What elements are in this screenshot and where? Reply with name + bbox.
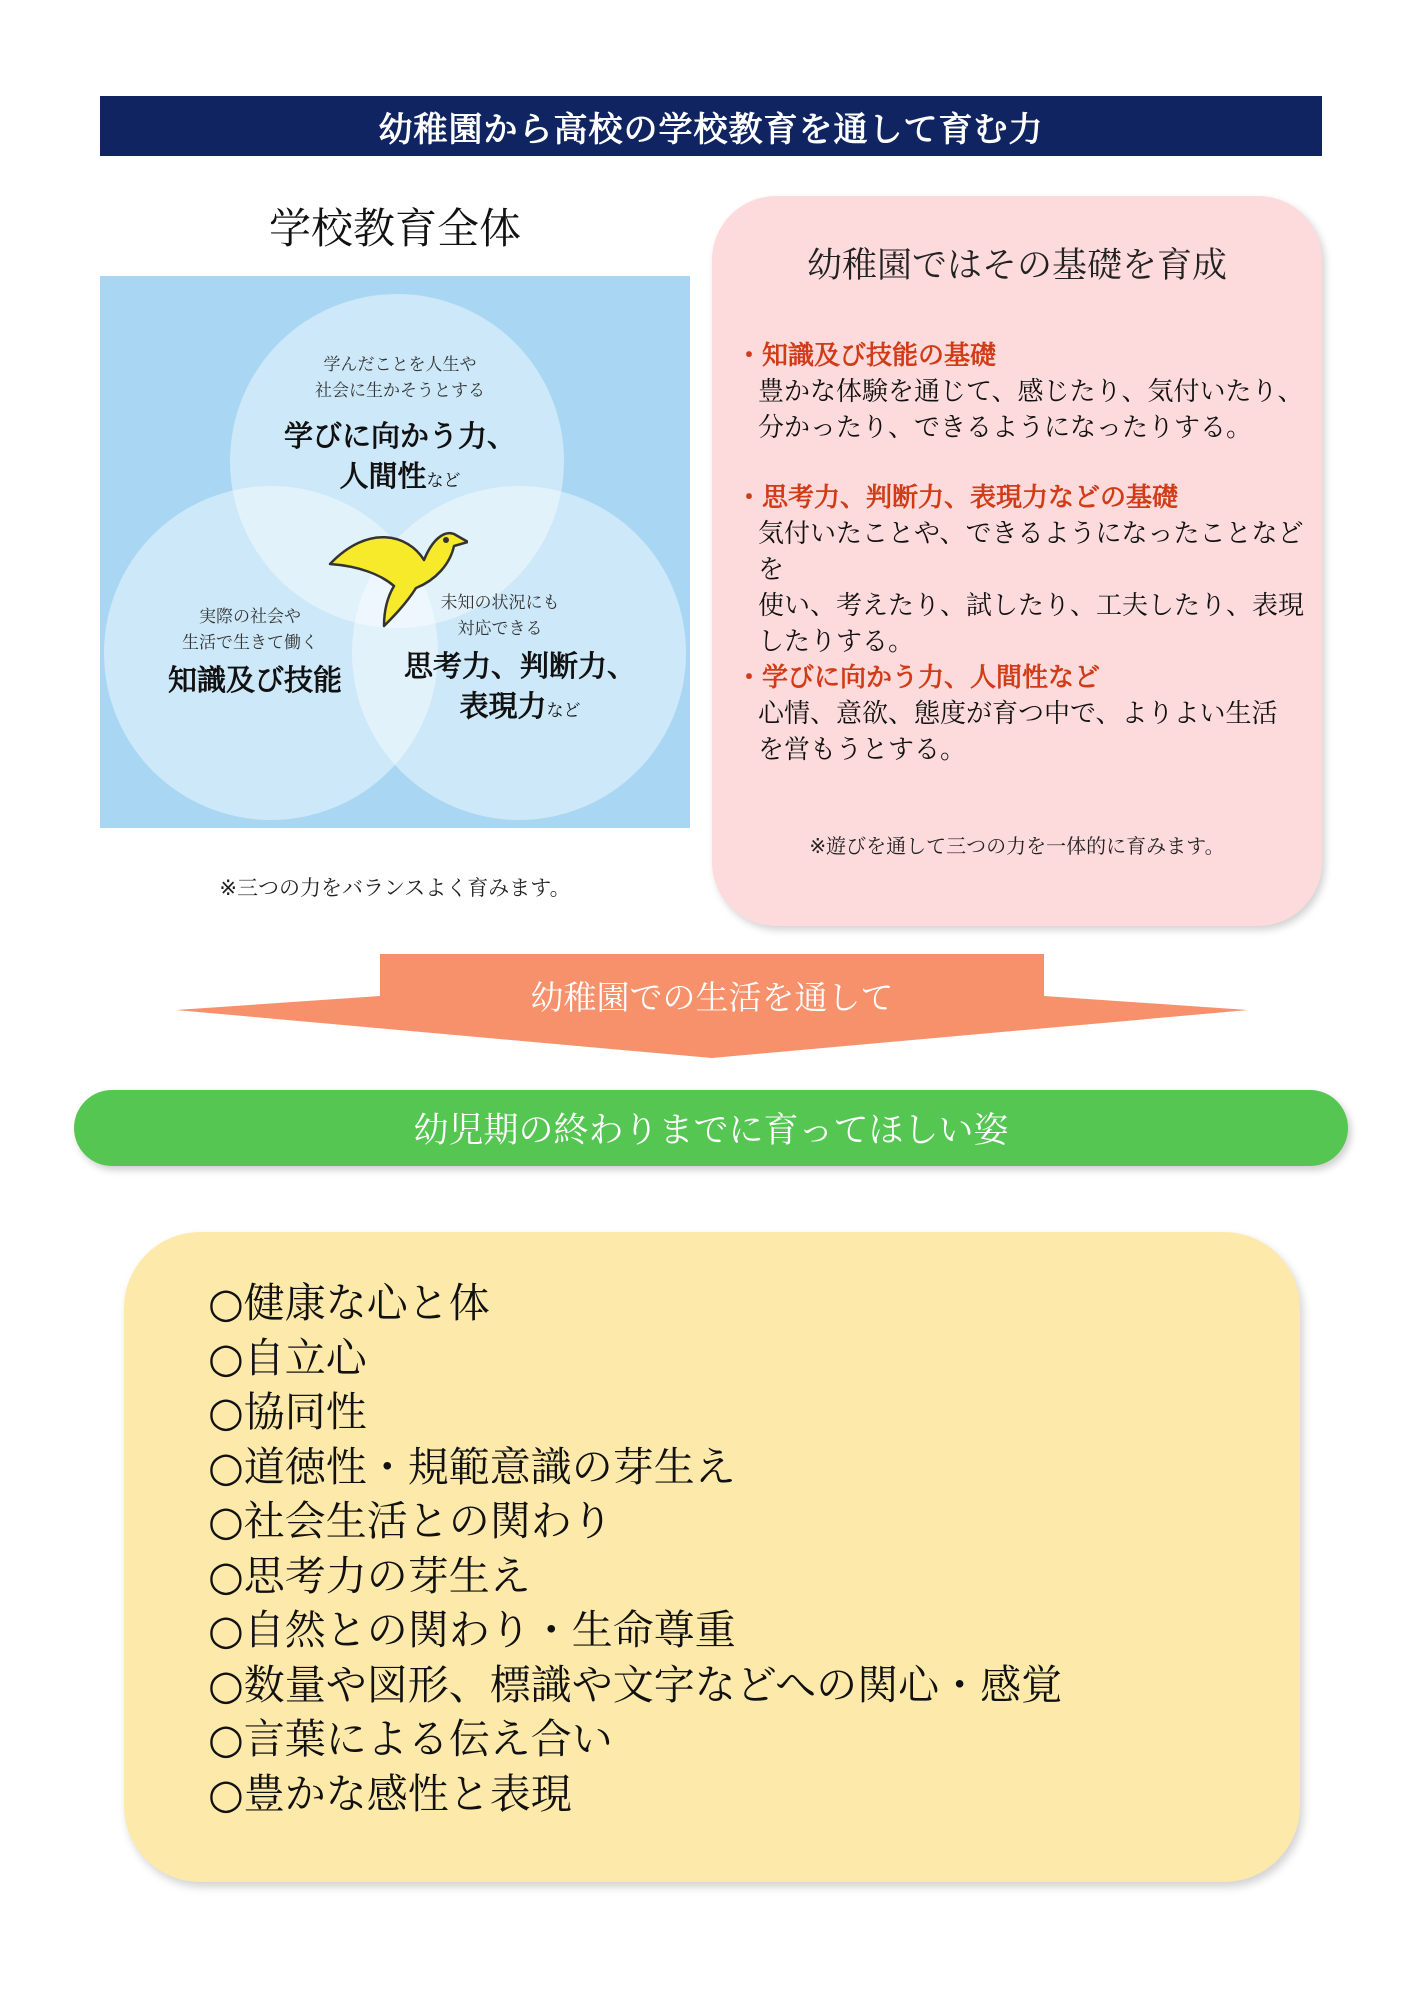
list-item: ○豊かな感性と表現 xyxy=(208,1769,572,1818)
section-line: を営もうとする。 xyxy=(758,735,967,765)
section-line: 心情、意欲、態度が育つ中で、よりよい生活 xyxy=(758,699,1278,729)
foundation-title: 幼稚園ではその基礎を育成 xyxy=(806,246,1227,286)
venn-top-subtitle: 学んだことを人生や 社会に生かそうとする xyxy=(315,355,485,401)
goal-list-box xyxy=(124,1232,1300,1882)
list-item: ○社会生活との関わり xyxy=(208,1497,613,1545)
section-line: 豊かな体験を通じて、感じたり、気付いたり、 xyxy=(758,377,1304,407)
list-item: ○健康な心と体 xyxy=(208,1279,490,1327)
venn-left-label: 知識及び技能 xyxy=(167,663,342,697)
play-note: ※遊びを通して三つの力を一体的に育みます。 xyxy=(809,834,1225,858)
list-item: ○言葉による伝え合い xyxy=(208,1715,613,1763)
list-item: ○思考力の芽生え xyxy=(208,1551,531,1600)
list-item: ○協同性 xyxy=(208,1388,367,1436)
venn-top-label: 学びに向かう力、 人間性など xyxy=(283,419,516,493)
section-heading: ・知識及び技能の基礎 xyxy=(736,341,997,371)
balance-note: ※三つの力をバランスよく育みます。 xyxy=(219,876,571,900)
foundation-section-thinking xyxy=(736,480,1316,660)
section-heading: ・思考力、判断力、表現力などの基礎 xyxy=(736,483,1179,513)
foundation-section-learning xyxy=(736,660,1316,768)
venn-right-label: 思考力、判断力、 表現力など xyxy=(403,649,636,723)
kindergarten-foundation-box xyxy=(712,196,1322,926)
foundation-section-knowledge xyxy=(736,338,1316,446)
arrow-label: 幼稚園での生活を通して xyxy=(530,978,894,1017)
section-line: したりする。 xyxy=(758,627,915,657)
page-header: 幼稚園から高校の学校教育を通して育む力 xyxy=(100,96,1322,156)
list-item: ○自立心 xyxy=(208,1333,367,1382)
list-item: ○自然との関わり・生命尊重 xyxy=(208,1606,736,1654)
school-education-title: 学校教育全体 xyxy=(268,204,521,253)
section-line: 分かったり、できるようになったりする。 xyxy=(758,413,1253,443)
early-childhood-goal-banner: 幼児期の終わりまでに育ってほしい姿 xyxy=(74,1090,1348,1166)
list-item: ○数量や図形、標識や文字などへの関心・感覚 xyxy=(208,1660,1063,1709)
venn-diagram xyxy=(100,276,690,828)
venn-right-subtitle: 未知の状況にも 対応できる xyxy=(440,593,560,639)
bird-icon xyxy=(328,504,468,628)
section-heading: ・学びに向かう力、人間性など xyxy=(736,663,1101,693)
section-line: 気付いたことや、できるようになったことなどを xyxy=(758,519,1304,585)
goal-list xyxy=(208,1276,1062,1821)
venn-left-subtitle: 実際の社会や 生活で生きて働く xyxy=(182,607,318,653)
list-item: ○道徳性・規範意識の芽生え xyxy=(208,1442,736,1491)
section-line: 使い、考えたり、試したり、工夫したり、表現 xyxy=(758,591,1305,621)
